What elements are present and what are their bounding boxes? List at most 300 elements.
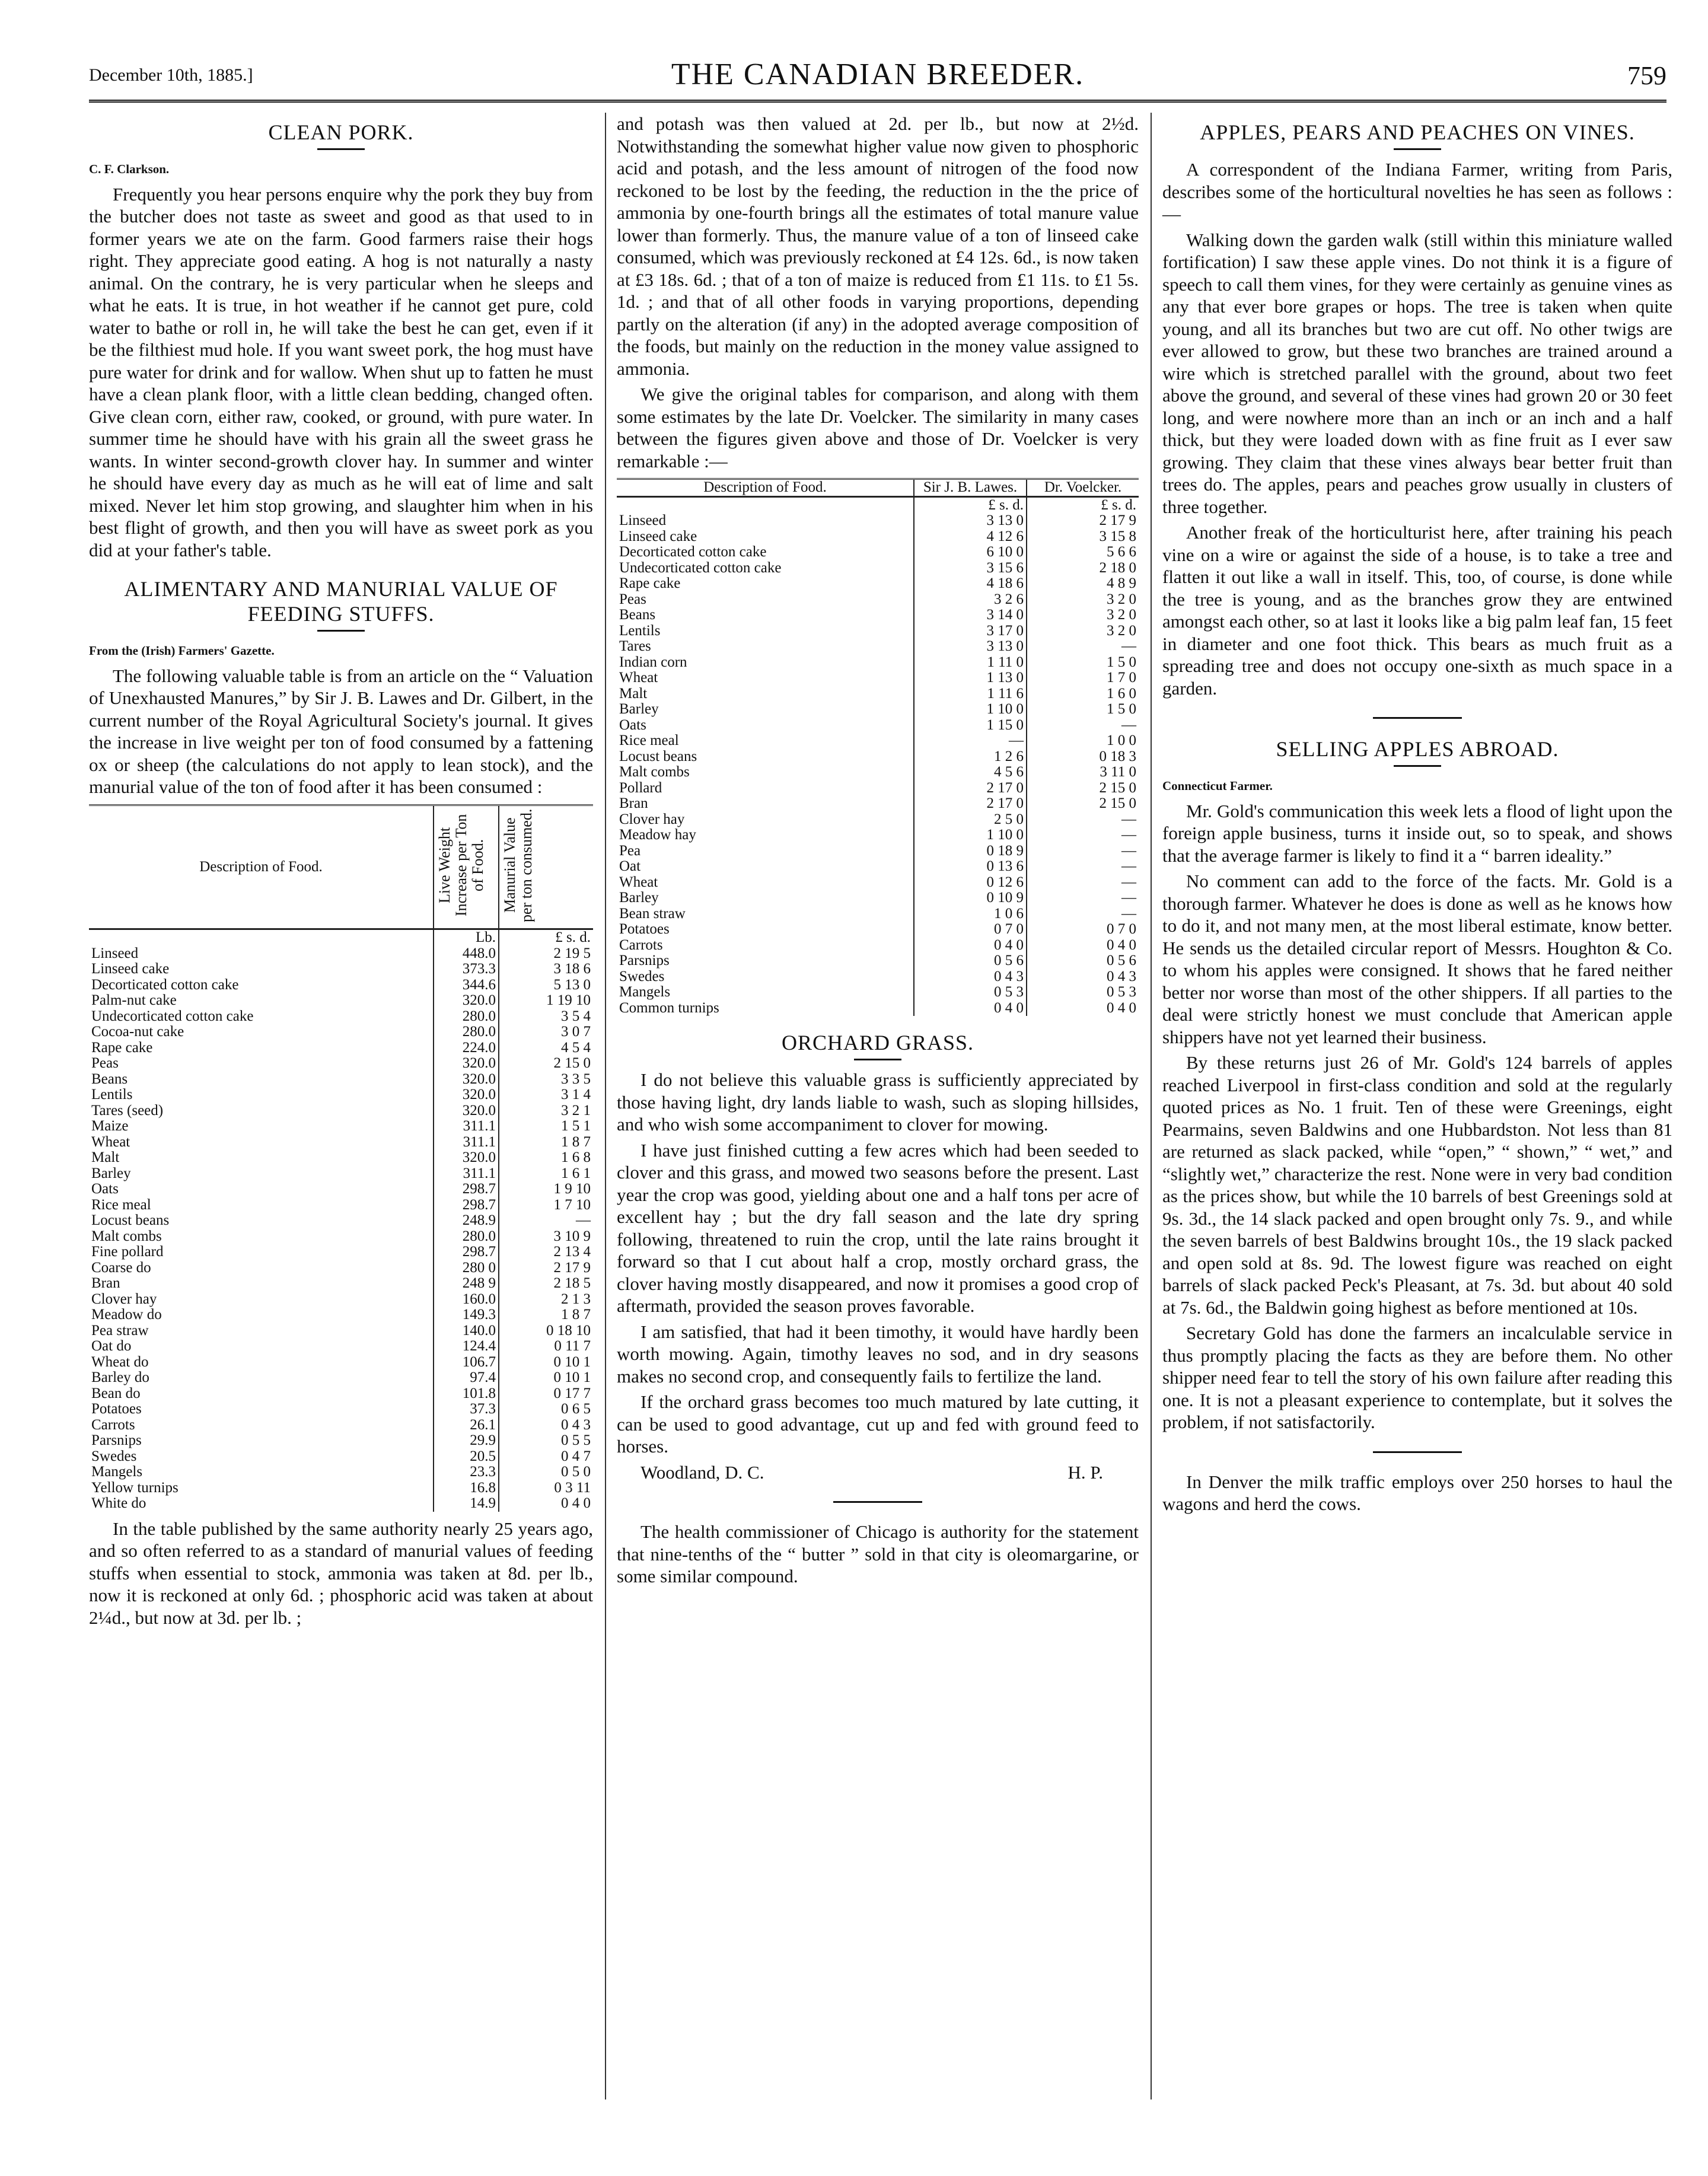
- title-rule: [1394, 765, 1441, 767]
- live-weight-value: 29.9: [434, 1433, 499, 1449]
- voelcker-value: —: [1027, 843, 1139, 859]
- food-name: Pollard: [619, 779, 662, 796]
- lawes-value: —: [914, 733, 1027, 749]
- food-name: Pea: [619, 842, 641, 859]
- manurial-value: 0 4 3: [499, 1417, 593, 1433]
- section-rule: [1373, 1451, 1462, 1453]
- column-1: [89, 113, 593, 1632]
- food-name: Fine pollard: [91, 1244, 164, 1260]
- live-weight-value: 311.1: [434, 1135, 499, 1151]
- voelcker-value: —: [1027, 875, 1139, 891]
- article-body: In Denver the milk traffic employs over 250 horses to haul the wagons and herd the cows.: [1162, 1471, 1672, 1514]
- food-name: Tares: [619, 638, 651, 654]
- table-row: [89, 1103, 593, 1119]
- table-row: [617, 639, 1139, 655]
- title-rule: [1394, 148, 1441, 150]
- manurial-value: 0 4 0: [499, 1496, 593, 1512]
- voelcker-value: 1 5 0: [1027, 655, 1139, 671]
- article-title: ORCHARD GRASS.: [781, 1031, 974, 1054]
- lawes-value: 0 4 3: [914, 969, 1027, 985]
- food-name: Common turnips: [619, 999, 719, 1016]
- table-row: [617, 749, 1139, 765]
- live-weight-value: 298.7: [434, 1244, 499, 1260]
- table-row: [617, 529, 1139, 545]
- voelcker-value: 2 15 0: [1027, 780, 1139, 797]
- lawes-value: 4 12 6: [914, 529, 1027, 545]
- food-name: Barley: [91, 1165, 131, 1181]
- food-name: Clover hay: [619, 811, 685, 827]
- column-header-lawes: Sir J. B. Lawes.: [914, 479, 1027, 497]
- manurial-value: 0 3 11: [499, 1480, 593, 1496]
- article-body: A correspondent of the Indiana Farmer, writing from Paris, describes some of the horticultural novelties he has seen as follows :—: [1162, 159, 1672, 224]
- article-body: In the table published by the same authority nearly 25 years ago, and so often referred to as a standard of manurial values of feeding stuffs when essential to stock, ammonia was taken at 8d. per lb., now it is reckoned at only 6d. ; phosphoric acid was taken at about 2¼d., but now at 3d. per lb. ;: [89, 1518, 593, 1628]
- food-name: Meadow hay: [619, 827, 696, 843]
- manurial-value: 0 17 7: [499, 1386, 593, 1402]
- table-row: [89, 1433, 593, 1449]
- food-name: Clover hay: [91, 1291, 157, 1307]
- table-row: [617, 733, 1139, 749]
- food-name: Maize: [91, 1118, 129, 1134]
- food-name: Malt combs: [619, 764, 690, 780]
- table-row: [89, 1496, 593, 1512]
- food-name: Malt: [91, 1149, 120, 1165]
- manurial-value: 0 10 1: [499, 1355, 593, 1371]
- column-divider: [1151, 113, 1152, 2099]
- food-name: Wheat: [619, 670, 658, 686]
- voelcker-value: 3 2 0: [1027, 592, 1139, 608]
- article-body: No comment can add to the force of the facts. Mr. Gold is a thorough farmer. Whatever he does is done as well as he knows how to do it, and not many men, at the most liberal estimate, know better. He sends us the detailed circular report of Messrs. Houghton & Co. to whom his apples were consigned. It shows that he fared neither better nor worse than most of the other shippers. If all parties to the deal were strictly honest we must conclude that American apple shippers have not yet learned their business.: [1162, 871, 1672, 1047]
- lawes-value: 0 13 6: [914, 859, 1027, 875]
- table-row: [89, 1040, 593, 1056]
- live-weight-value: 280.0: [434, 1024, 499, 1040]
- manurial-value: 2 18 5: [499, 1276, 593, 1292]
- signature-line: [617, 1461, 1139, 1484]
- table-row: [89, 1339, 593, 1355]
- lawes-value: 4 5 6: [914, 764, 1027, 780]
- table-row: [89, 1386, 593, 1402]
- live-weight-value: 20.5: [434, 1449, 499, 1465]
- lawes-value: 3 15 6: [914, 560, 1027, 576]
- manurial-value: 3 1 4: [499, 1087, 593, 1103]
- food-name: Linseed cake: [619, 528, 697, 544]
- lawes-value: 3 13 0: [914, 513, 1027, 529]
- food-name: Linseed: [91, 945, 139, 961]
- table-row: [89, 993, 593, 1009]
- article-body: I have just finished cutting a few acres which had been seeded to clover and this grass, and mowed two seasons before the present. Last year the crop was good, yielding about one and a half tons per acre of excellent hay ; but the dry fall season and the late dry spring following, threatened to ruin the crop, until the late rains brought it forward so that I cut about half a crop, mostly orchard grass, the clover having mostly disappeared, and now it promises a good crop of aftermath, provided the season proves favorable.: [617, 1139, 1139, 1316]
- article-body: and potash was then valued at 2d. per lb., but now at 2½d. Notwithstanding the somewhat higher value now given to phosphoric acid and potash, and the less amount of nitrogen of the food now reckoned to be lost by the feeding, the reduction in the the price of ammonia by one-fourth brings all the estimates of total manure value lower than formerly. Thus, the manure value of a ton of linseed cake consumed, which was previously reckoned at £4 12s. 6d., is now taken at £3 18s. 6d. ; that of a ton of maize is reduced from £1 11s. to £1 5s. 1d. ; and that of all other foods in varying proportions, depending partly on the alteration (if any) in the adopted average composition of the foods, but mainly on the reduction in the money value assigned to ammonia.: [617, 113, 1139, 379]
- lawes-value: 6 10 0: [914, 544, 1027, 560]
- voelcker-value: —: [1027, 890, 1139, 906]
- table-row: [89, 1417, 593, 1433]
- voelcker-value: —: [1027, 827, 1139, 843]
- live-weight-value: 320.0: [434, 1103, 499, 1119]
- table-row: [89, 1370, 593, 1386]
- table-row: [617, 922, 1139, 938]
- lawes-value: 1 11 0: [914, 655, 1027, 671]
- manurial-value: 1 9 10: [499, 1181, 593, 1197]
- table-row: [89, 1244, 593, 1260]
- live-weight-value: 37.3: [434, 1401, 499, 1417]
- food-name: Palm-nut cake: [91, 992, 177, 1008]
- title-rule: [854, 1059, 901, 1060]
- table-row: [89, 961, 593, 977]
- table-row: [617, 1001, 1139, 1017]
- lawes-value: 0 12 6: [914, 875, 1027, 891]
- table-row: [617, 812, 1139, 828]
- food-name: Wheat do: [91, 1353, 149, 1370]
- table-row: [617, 827, 1139, 843]
- column-header-description: Description of Food.: [89, 805, 434, 929]
- table-row: [89, 1166, 593, 1182]
- table-row: [89, 1355, 593, 1371]
- food-name: Parsnips: [91, 1432, 142, 1448]
- table-row: [89, 1292, 593, 1308]
- lawes-value: 2 17 0: [914, 796, 1027, 812]
- manurial-value: 0 5 0: [499, 1464, 593, 1480]
- lawes-value: 3 14 0: [914, 607, 1027, 623]
- food-name: Barley: [619, 890, 659, 906]
- lawes-value: 0 4 0: [914, 938, 1027, 954]
- table-row: [617, 513, 1139, 529]
- column-3: [1162, 113, 1672, 1519]
- live-weight-value: 106.7: [434, 1355, 499, 1371]
- live-weight-value: 26.1: [434, 1417, 499, 1433]
- voelcker-value: 0 4 0: [1027, 1001, 1139, 1017]
- food-name: Decorticated cotton cake: [91, 976, 239, 993]
- unit-label: £ s. d.: [914, 496, 1027, 513]
- food-name: Decorticated cotton cake: [619, 544, 767, 560]
- live-weight-value: 320.0: [434, 1150, 499, 1166]
- feeding-stuffs-table: [89, 804, 593, 1512]
- table-row: [89, 1464, 593, 1480]
- table-row: [89, 1213, 593, 1229]
- food-name: Wheat: [91, 1133, 130, 1150]
- lawes-value: 0 5 3: [914, 985, 1027, 1001]
- article-body: Another freak of the horticulturist here, after training his peach vine on a wire or against the side of a house, is to take a tree and flatten it out like a wall in itself. This, too, of course, is done while the tree is young, and as the branches grow they are entwined amongst each other, so at last it looks like a big palm leaf fan, 15 feet in diameter and one foot thick. This bears as much fruit as a spreading tree and does not occupy one-sixth as much space in a garden.: [1162, 522, 1672, 699]
- food-name: Indian corn: [619, 654, 687, 670]
- manurial-value: 2 19 5: [499, 946, 593, 962]
- manurial-value: 3 5 4: [499, 1009, 593, 1025]
- manurial-value: 2 17 9: [499, 1260, 593, 1276]
- voelcker-value: 0 7 0: [1027, 922, 1139, 938]
- column-header-description: Description of Food.: [617, 479, 914, 497]
- voelcker-value: —: [1027, 812, 1139, 828]
- table-row: [617, 607, 1139, 623]
- unit-label: £ s. d.: [499, 929, 593, 946]
- voelcker-value: 3 2 0: [1027, 607, 1139, 623]
- manurial-value: 2 15 0: [499, 1056, 593, 1072]
- live-weight-value: 280.0: [434, 1229, 499, 1245]
- manurial-value: 2 13 4: [499, 1244, 593, 1260]
- page-header: [89, 57, 1666, 93]
- lawes-value: 1 11 6: [914, 686, 1027, 702]
- live-weight-value: 248 9: [434, 1276, 499, 1292]
- lawes-value: 0 4 0: [914, 1001, 1027, 1017]
- table-row: [89, 1024, 593, 1040]
- manurial-value: 1 6 1: [499, 1166, 593, 1182]
- voelcker-value: 3 11 0: [1027, 764, 1139, 780]
- lawes-value: 0 5 6: [914, 953, 1027, 969]
- food-name: Mangels: [619, 984, 671, 1000]
- food-name: Locust beans: [619, 748, 697, 764]
- article-body: We give the original tables for comparison, and along with them some estimates by the late Dr. Voelcker. The similarity in many cases between the figures given above and those of Dr. Voelcker is very remarkable :—: [617, 384, 1139, 471]
- table-row: [89, 1135, 593, 1151]
- article-body: The following valuable table is from an article on the “ Valuation of Unexhausted Manures,” by Sir J. B. Lawes and Dr. Gilbert, in the current number of the Royal Agricultural Society's journal. It gives the increase in live weight per ton of food consumed by a fattening ox or sheep (the calculations do not apply to lean stock), and the manurial value of the ton of food after it has been consumed :: [89, 665, 593, 797]
- manurial-value: 1 8 7: [499, 1135, 593, 1151]
- live-weight-value: 14.9: [434, 1496, 499, 1512]
- voelcker-value: 4 8 9: [1027, 576, 1139, 592]
- lawes-value: 1 13 0: [914, 670, 1027, 686]
- table-row: [617, 718, 1139, 734]
- food-name: Rice meal: [619, 732, 679, 748]
- voelcker-value: 2 18 0: [1027, 560, 1139, 576]
- voelcker-value: 0 4 0: [1027, 938, 1139, 954]
- voelcker-value: 0 4 3: [1027, 969, 1139, 985]
- column-2: [617, 113, 1139, 1591]
- lawes-value: 1 10 0: [914, 827, 1027, 843]
- manurial-value: 2 1 3: [499, 1292, 593, 1308]
- article-body: I am satisfied, that had it been timothy, it would have hardly been worth mowing. Again, timothy leaves no sod, and in dry seasons makes no second crop, and consequently fails to fertilize the land.: [617, 1321, 1139, 1387]
- table-row: [617, 670, 1139, 686]
- food-name: Undecorticated cotton cake: [619, 559, 782, 576]
- article-body: Frequently you hear persons enquire why the pork they buy from the butcher does not taste as sweet and good as that used to in former years we ate on the farm. Good farmers raise their hogs right. They appreciate good eating. A hog is not naturally a nasty animal. On the contrary, he is very particular when he sleeps and what he eats. It is true, in hot weather if he cannot get pure, cold water to bathe or roll in, he will take the best he can get, even if it be the filthiest mud hole. If you want sweet pork, the hog must have pure water for drink and for wallow. When shut up to fatten he must have a clean plank floor, with a little clean bedding, changed often. Give clean corn, either raw, cooked, or ground, with pure water. In summer time he should have with his grain all the sweet grass he wants. In winter second-growth clover hay. In summer and winter he should have every day as much as he will eat of lime and salt mixed. Never let him stop growing, and slaughter him when in his best flight of growth, and then you will have as sweet pork as you did at your father's table.: [89, 183, 593, 560]
- food-name: Beans: [91, 1071, 128, 1087]
- food-name: Locust beans: [91, 1212, 170, 1228]
- table-row: [617, 969, 1139, 985]
- food-name: Malt combs: [91, 1228, 162, 1244]
- unit-label: £ s. d.: [1027, 496, 1139, 513]
- manurial-value: 1 19 10: [499, 993, 593, 1009]
- live-weight-value: 298.7: [434, 1197, 499, 1213]
- article-body: I do not believe this valuable grass is sufficiently appreciated by those having light, dry lands liable to wash, such as sloping hillsides, and who wish some accompaniment to clover for mowing.: [617, 1069, 1139, 1135]
- voelcker-value: 0 5 3: [1027, 985, 1139, 1001]
- table-row: [89, 1087, 593, 1103]
- table-row: [89, 1009, 593, 1025]
- article-body: Mr. Gold's communication this week lets a flood of light upon the foreign apple business, turns it inside out, so to speak, and shows that the average farmer is likely to find it a “ barren ideality.”: [1162, 800, 1672, 866]
- table-row: [617, 623, 1139, 639]
- table-row: [617, 686, 1139, 702]
- table-row: [617, 780, 1139, 797]
- title-rule: [317, 630, 365, 632]
- food-name: Wheat: [619, 874, 658, 890]
- food-name: Rape cake: [619, 575, 681, 591]
- issue-date: December 10th, 1885.]: [89, 65, 253, 85]
- table-row: [617, 843, 1139, 859]
- voelcker-value: —: [1027, 906, 1139, 922]
- lawes-value: 2 5 0: [914, 812, 1027, 828]
- live-weight-value: 124.4: [434, 1339, 499, 1355]
- manurial-value: 1 5 1: [499, 1119, 593, 1135]
- live-weight-value: 140.0: [434, 1323, 499, 1339]
- table-row: [617, 985, 1139, 1001]
- table-row: [89, 1229, 593, 1245]
- food-name: Bean straw: [619, 905, 686, 922]
- table-row: [89, 1449, 593, 1465]
- article-body: If the orchard grass becomes too much matured by late cutting, it can be used to good advantage, cut up and fed with ground feed to horses.: [617, 1391, 1139, 1457]
- food-name: Barley do: [91, 1369, 149, 1385]
- live-weight-value: 101.8: [434, 1386, 499, 1402]
- food-name: Swedes: [619, 968, 665, 985]
- table-row: [89, 1056, 593, 1072]
- signature-place: Woodland, D. C.: [640, 1461, 764, 1483]
- voelcker-value: 1 5 0: [1027, 702, 1139, 718]
- table-row: [617, 560, 1139, 576]
- food-name: Yellow turnips: [91, 1479, 179, 1496]
- section-rule: [833, 1501, 922, 1503]
- voelcker-value: 3 15 8: [1027, 529, 1139, 545]
- food-name: Potatoes: [91, 1401, 142, 1417]
- lawes-value: 3 17 0: [914, 623, 1027, 639]
- column-header-voelcker: Dr. Voelcker.: [1027, 479, 1139, 497]
- lawes-value: 0 7 0: [914, 922, 1027, 938]
- title-rule: [317, 148, 365, 150]
- table-row: [89, 1307, 593, 1323]
- manurial-value: 3 18 6: [499, 961, 593, 977]
- food-name: Potatoes: [619, 921, 670, 937]
- table-row: [89, 946, 593, 962]
- voelcker-value: 0 5 6: [1027, 953, 1139, 969]
- live-weight-value: 97.4: [434, 1370, 499, 1386]
- live-weight-value: 23.3: [434, 1464, 499, 1480]
- article-title: SELLING APPLES ABROAD.: [1276, 737, 1559, 761]
- food-name: Bran: [91, 1275, 120, 1291]
- table-row: [617, 953, 1139, 969]
- table-row: [617, 702, 1139, 718]
- article-body: Walking down the garden walk (still within this miniature walled fortification) I saw these apple vines. Do not think it is a figure of speech to call them vines, for they were certainly as genuine vines as any that ever bore grapes or hops. The tree is taken when quite young, and all its branches but two are cut off. No other twigs are ever allowed to grow, but these two branches are trained around a wire which is stretched parallel with the ground, about two feet above the ground, and several of these vines had grown 20 or 30 feet long, and were nowhere more than an inch or an inch and a half thick, but they were loaded down with as fine fruit as I ever saw growing. They claim that these vines always bear better fruit than trees do. The apples, pears and peaches grow usually in clusters of three together.: [1162, 229, 1672, 517]
- live-weight-value: 298.7: [434, 1181, 499, 1197]
- table-row: [89, 977, 593, 993]
- manurial-value: 5 13 0: [499, 977, 593, 993]
- header-rule: [89, 100, 1666, 105]
- food-name: Oats: [91, 1181, 119, 1197]
- table-row: [89, 1119, 593, 1135]
- food-name: Rice meal: [91, 1196, 151, 1213]
- table-row: [617, 859, 1139, 875]
- manurial-value: 0 5 5: [499, 1433, 593, 1449]
- manurial-value: 0 18 10: [499, 1323, 593, 1339]
- table-row: [617, 576, 1139, 592]
- table-row: [89, 1260, 593, 1276]
- food-name: Peas: [91, 1055, 119, 1071]
- table-row: [617, 938, 1139, 954]
- page-number: 759: [1627, 61, 1666, 90]
- voelcker-value: 3 2 0: [1027, 623, 1139, 639]
- manurial-value: 3 0 7: [499, 1024, 593, 1040]
- article-body: By these returns just 26 of Mr. Gold's 124 barrels of apples reached Liverpool in first-class condition and sold at the regularly quoted prices as No. 1 fruit. Ten of these were Greenings, eight Pearmains, seven Baldwins and one Hubbardston. Not less than 81 are returned as slack packed, while “open,” “ shown,” “ wet,” and “slightly wet,” characterize the rest. None were in very bad condition as the prices show, but while the 10 barrels of best Greenings sold at 9s. 3d., the 14 slack packed and open brought only 7s. 9., and while the seven barrels of best Baldwins brought 10s., the 19 slack packed and open sold at 8s. 9d. The lowest figure was reached on eight barrels of slack packed Peck's Pleasant, at 7s. 3d. but about 40 sold at 7s. 6d., the Baldwin going highest as before mentioned at 10s.: [1162, 1052, 1672, 1318]
- food-name: Oat: [619, 858, 641, 874]
- table-row: [89, 1401, 593, 1417]
- masthead-title: THE CANADIAN BREEDER.: [671, 58, 1085, 91]
- manurial-value: 0 11 7: [499, 1339, 593, 1355]
- table-row: [617, 544, 1139, 560]
- article-byline: C. F. Clarkson.: [89, 162, 170, 176]
- live-weight-value: 160.0: [434, 1292, 499, 1308]
- column-divider: [605, 113, 606, 2099]
- food-name: Bean do: [91, 1385, 141, 1401]
- table-row: [617, 796, 1139, 812]
- lawes-value: 0 18 9: [914, 843, 1027, 859]
- table-row: [617, 764, 1139, 780]
- table-row: [89, 1072, 593, 1088]
- food-name: Linseed: [619, 512, 667, 528]
- live-weight-value: 373.3: [434, 961, 499, 977]
- manurial-value: 4 5 4: [499, 1040, 593, 1056]
- unit-label: Lb.: [434, 929, 499, 946]
- lawes-value: 2 17 0: [914, 780, 1027, 797]
- live-weight-value: 320.0: [434, 1056, 499, 1072]
- food-name: Tares (seed): [91, 1102, 164, 1119]
- table-row: [617, 875, 1139, 891]
- food-name: Swedes: [91, 1448, 137, 1464]
- food-name: Barley: [619, 701, 659, 717]
- manurial-value: 1 6 8: [499, 1150, 593, 1166]
- food-name: Carrots: [619, 936, 663, 953]
- food-name: Beans: [619, 607, 656, 623]
- manurial-value: 0 6 5: [499, 1401, 593, 1417]
- manurial-value: 3 2 1: [499, 1103, 593, 1119]
- table-row: [89, 1276, 593, 1292]
- voelcker-value: —: [1027, 639, 1139, 655]
- live-weight-value: 311.1: [434, 1119, 499, 1135]
- article-body: The health commissioner of Chicago is authority for the statement that nine-tenths of the “ butter ” sold in that city is oleomargarine, or some similar compound.: [617, 1521, 1139, 1586]
- table-row: [89, 1197, 593, 1213]
- manurial-value: 0 4 7: [499, 1449, 593, 1465]
- article-title: APPLES, PEARS AND PEACHES ON VINES.: [1200, 120, 1635, 144]
- voelcker-value: —: [1027, 859, 1139, 875]
- manurial-value: —: [499, 1213, 593, 1229]
- voelcker-value: 1 0 0: [1027, 733, 1139, 749]
- food-name: Undecorticated cotton cake: [91, 1008, 254, 1024]
- section-rule: [1373, 717, 1462, 719]
- voelcker-value: 1 7 0: [1027, 670, 1139, 686]
- food-name: Linseed cake: [91, 961, 170, 977]
- food-name: Malt: [619, 685, 648, 702]
- lawes-value: 3 13 0: [914, 639, 1027, 655]
- voelcker-value: 2 17 9: [1027, 513, 1139, 529]
- article-title: ALIMENTARY AND MANURIAL VALUE OF FEEDING STUFFS.: [124, 577, 558, 626]
- food-name: Rape cake: [91, 1039, 153, 1056]
- article-body: Secretary Gold has done the farmers an incalculable service in thus promptly placing the facts as they are before them. No other shipper need fear to tell the story of his own failure after reading this one. It is not a pleasant experience to contemplate, but it solves the problem, if not satisfactorily.: [1162, 1323, 1672, 1432]
- live-weight-value: 448.0: [434, 946, 499, 962]
- table-row: [617, 592, 1139, 608]
- voelcker-value: 0 18 3: [1027, 749, 1139, 765]
- lawes-value: 0 10 9: [914, 890, 1027, 906]
- manurial-value: 3 10 9: [499, 1229, 593, 1245]
- food-name: Pea straw: [91, 1322, 149, 1339]
- food-name: Lentils: [619, 622, 661, 639]
- voelcker-value: 5 6 6: [1027, 544, 1139, 560]
- manurial-value: 3 3 5: [499, 1072, 593, 1088]
- comparison-table: [617, 478, 1139, 1016]
- food-name: Oats: [619, 716, 646, 733]
- lawes-value: 1 10 0: [914, 702, 1027, 718]
- food-name: Meadow do: [91, 1307, 162, 1323]
- live-weight-value: 320.0: [434, 1087, 499, 1103]
- live-weight-value: 320.0: [434, 1072, 499, 1088]
- lawes-value: 4 18 6: [914, 576, 1027, 592]
- article-byline: From the (Irish) Farmers' Gazette.: [89, 643, 275, 658]
- live-weight-value: 311.1: [434, 1166, 499, 1182]
- live-weight-value: 248.9: [434, 1213, 499, 1229]
- live-weight-value: 280.0: [434, 1009, 499, 1025]
- lawes-value: 1 15 0: [914, 718, 1027, 734]
- food-name: Carrots: [91, 1416, 135, 1433]
- manurial-value: 1 7 10: [499, 1197, 593, 1213]
- food-name: Lentils: [91, 1087, 133, 1103]
- lawes-value: 3 2 6: [914, 592, 1027, 608]
- live-weight-value: 149.3: [434, 1307, 499, 1323]
- food-name: Peas: [619, 591, 646, 607]
